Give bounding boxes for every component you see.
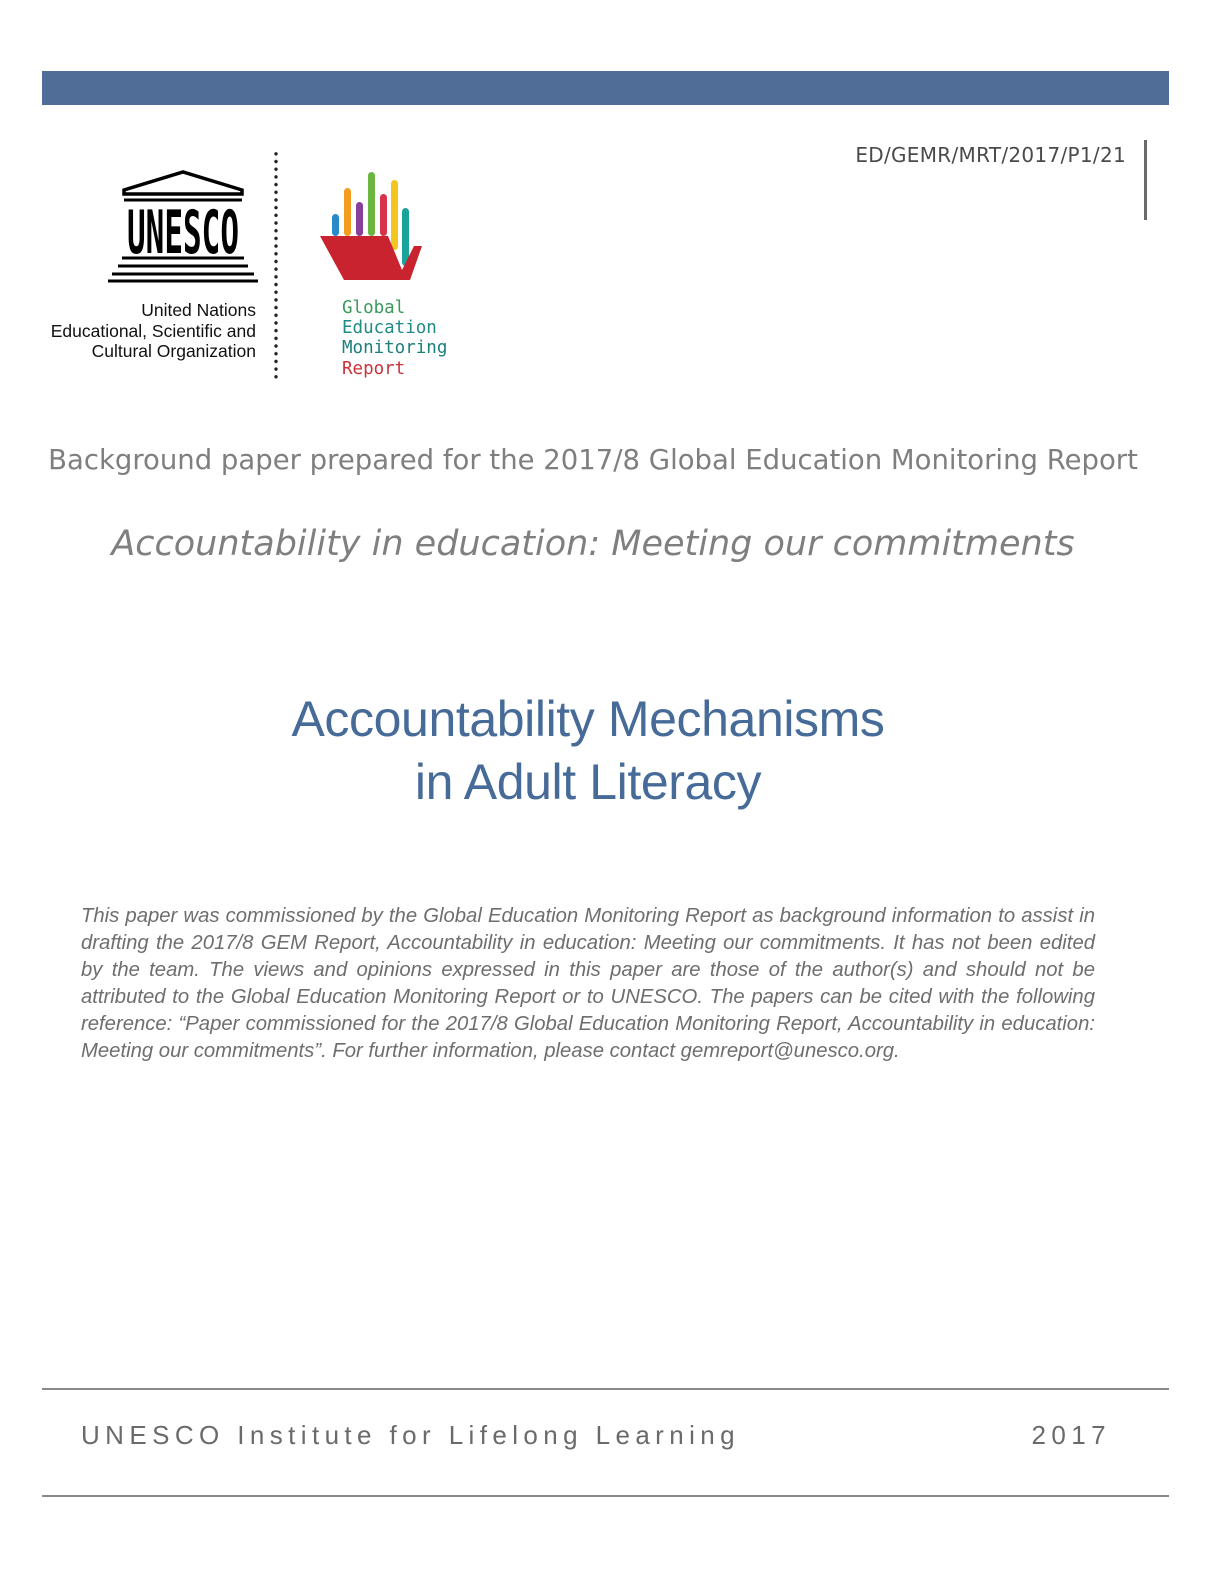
report-series-title: Accountability in education: Meeting our commitments bbox=[111, 524, 1075, 564]
unesco-temple-logo bbox=[108, 168, 258, 286]
gem-report-wordmark: Global Education Monitoring Report bbox=[342, 298, 448, 379]
page-title bbox=[0, 688, 1176, 814]
dotted-separator bbox=[274, 150, 278, 382]
footer-institute: UNESCO Institute for Lifelong Learning bbox=[81, 1420, 740, 1450]
top-color-band bbox=[42, 71, 1169, 105]
background-paper-line: Background paper prepared for the 2017/8 Global Education Monitoring Report bbox=[48, 444, 1138, 476]
disclaimer-paragraph: This paper was commissioned by the Global Education Monitoring Report as background information to assist in drafting the 2017/8 GEM Report, Accountability in education: Meeting our commitments. It has not been edited by the team. The views and opinions expressed in this paper are those of the author(s) and should not be attributed to the Global Education Monitoring Report or to UNESCO. The papers can be cited with the following reference: “Paper commissioned for the 2017/8 Global Education Monitoring Report, Accountability in education: Meeting our commitments”. For further information, please contact gemreport@unesco.org. bbox=[81, 905, 1095, 1062]
document-code: ED/GEMR/MRT/2017/P1/21 bbox=[855, 143, 1126, 167]
document-code-rule bbox=[1144, 140, 1147, 220]
unesco-org-name: United Nations Educational, Scientific and Cultural Organization bbox=[50, 300, 256, 361]
footer-bottom-rule bbox=[42, 1495, 1169, 1497]
title-line-2: in Adult Literacy bbox=[414, 754, 762, 810]
title-line-1: Accountability Mechanisms bbox=[291, 691, 885, 747]
unesco-wordmark: UNESCO bbox=[127, 198, 239, 268]
footer-top-rule bbox=[42, 1388, 1169, 1390]
gem-report-logo bbox=[318, 170, 426, 285]
footer-year: 2017 bbox=[1031, 1420, 1111, 1450]
